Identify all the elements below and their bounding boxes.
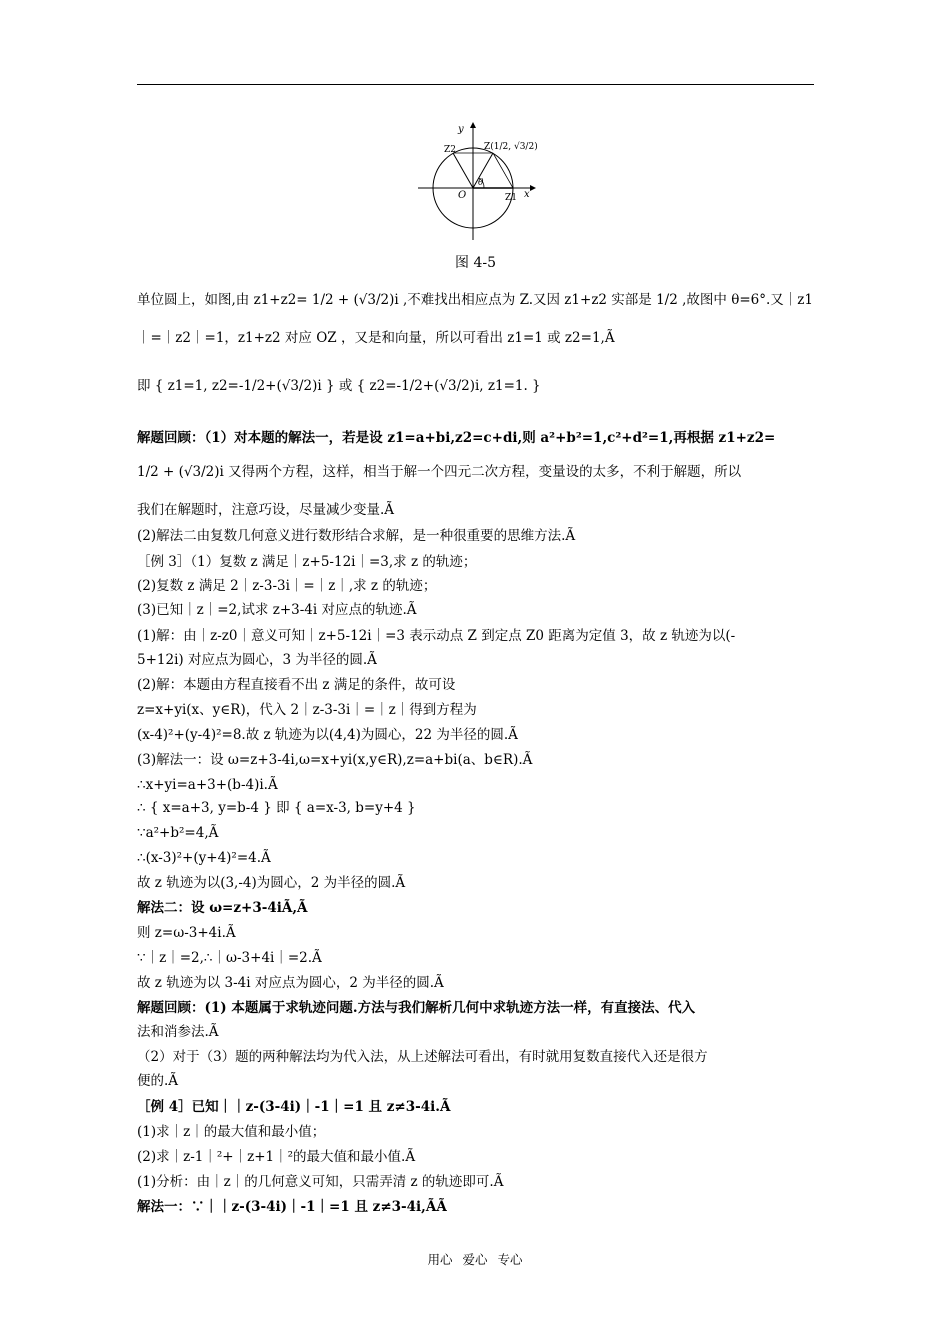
text-line: 则 z=ω-3+4i.Ã	[137, 925, 236, 941]
text-line: ［例 4］已知｜｜z-(3-4i)｜-1｜=1 且 z≠3-4i.Ã	[137, 1099, 451, 1115]
text-line: ∴x+yi=a+3+(b-4)i.Ã	[137, 777, 278, 793]
y-label: y	[458, 124, 464, 135]
text-line: (3)解法一：设 ω=z+3-4i,ω=x+yi(x,y∈R),z=a+bi(a、b∈R).Ã	[137, 752, 533, 768]
text-line: 故 z 轨迹为以 3-4i 对应点为圆心，2 为半径的圆.Ã	[137, 975, 444, 991]
page-footer: 用心 爱心 专心	[427, 1252, 523, 1267]
text-line: 我们在解题时，注意巧设，尽量减少变量.Ã	[137, 502, 395, 518]
text-line: ∵a²+b²=4,Ã	[137, 825, 219, 841]
text-line: ｜=｜z2｜=1，z1+z2 对应 OZ ，又是和向量，所以可看出 z1=1 或 z2=1,Ã	[137, 330, 615, 346]
text-line: 5+12i) 对应点为圆心，3 为半径的圆.Ã	[137, 652, 377, 668]
text-line: ［例 3］（1）复数 z 满足｜z+5-12i｜=3,求 z 的轨迹；	[137, 554, 477, 570]
text-line: (2)求｜z-1｜²+｜z+1｜²的最大值和最小值.Ã	[137, 1149, 416, 1165]
text-line: (2)复数 z 满足 2｜z-3-3i｜=｜z｜,求 z 的轨迹；	[137, 578, 437, 594]
text-line: 法和消参法.Ã	[137, 1024, 219, 1040]
text-line: (x-4)²+(y-4)²=8.故 z 轨迹为以(4,4)为圆心，22 为半径的圆.Ã	[137, 727, 518, 743]
origin-label: O	[458, 190, 467, 201]
z1-label: Z1	[505, 193, 517, 203]
text-line: 解法二：设 ω=z+3-4iÃ,Ã	[137, 900, 308, 916]
y-axis-arrow-icon	[470, 122, 476, 128]
vector-oz2	[453, 153, 473, 188]
parallelogram-side-z1z	[493, 153, 513, 188]
text-line: (2)解：本题由方程直接看不出 z 满足的条件，故可设	[137, 677, 456, 693]
theta-label: θ	[478, 178, 484, 188]
text-line: (2)解法二由复数几何意义进行数形结合求解，是一种很重要的思维方法.Ã	[137, 528, 576, 544]
text-line: ∵｜z｜=2,∴｜ω-3+4i｜=2.Ã	[137, 950, 322, 966]
text-line: 故 z 轨迹为以(3,-4)为圆心，2 为半径的圆.Ã	[137, 875, 406, 891]
x-label: x	[524, 189, 530, 200]
text-line: (1)分析：由｜z｜的几何意义可知，只需弄清 z 的轨迹即可.Ã	[137, 1174, 504, 1190]
text-line: 解题回顾：(1) 本题属于求轨迹问题.方法与我们解析几何中求轨迹方法一样，有直接法、代入	[137, 1000, 696, 1016]
text-line: ∴(x-3)²+(y+4)²=4.Ã	[137, 850, 271, 866]
text-line: z=x+yi(x、y∈R)，代入 2｜z-3-3i｜=｜z｜得到方程为	[137, 702, 477, 718]
text-line: 即 { z1=1, z2=-1/2+(√3/2)i } 或 { z2=-1/2+(√3/2)i, z1=1. }	[137, 378, 541, 394]
z2-label: Z2	[444, 145, 456, 155]
text-line: (1)求｜z｜的最大值和最小值；	[137, 1124, 326, 1140]
z-point-label: Z(1/2, √3/2)	[484, 142, 538, 152]
text-line: 便的.Ã	[137, 1073, 179, 1089]
unit-circle-figure	[418, 118, 538, 243]
text-line: (3)已知｜z｜=2,试求 z+3-4i 对应点的轨迹.Ã	[137, 602, 417, 618]
text-line: 解题回顾：（1）对本题的解法一，若是设 z1=a+bi,z2=c+di,则 a²+b²=1,c²+d²=1,再根据 z1+z2=	[137, 430, 776, 446]
figure-caption: 图 4-5	[455, 255, 496, 271]
text-line: (1)解：由｜z-z0｜意义可知｜z+5-12i｜=3 表示动点 Z 到定点 Z0 距离为定值 3，故 z 轨迹为以(-	[137, 628, 736, 644]
text-line: （2）对于（3）题的两种解法均为代入法，从上述解法可看出，有时就用复数直接代入还是很方	[137, 1049, 708, 1065]
header-rule	[137, 84, 814, 85]
text-line: ∴ { x=a+3, y=b-4 } 即 { a=x-3, b=y+4 }	[137, 800, 416, 816]
text-line: 解法一：∵｜｜z-(3-4i)｜-1｜=1 且 z≠3-4i,ÃÃ	[137, 1199, 447, 1215]
x-axis-arrow-icon	[530, 185, 536, 191]
text-line: 1/2 + (√3/2)i 又得两个方程，这样，相当于解一个四元二次方程，变量设的太多，不利于解题，所以	[137, 464, 742, 480]
text-line: 单位圆上，如图,由 z1+z2= 1/2 + (√3/2)i ,不难找出相应点为 Z.又因 z1+z2 实部是 1/2 ,故图中 θ=6°.又｜z1	[137, 292, 813, 308]
